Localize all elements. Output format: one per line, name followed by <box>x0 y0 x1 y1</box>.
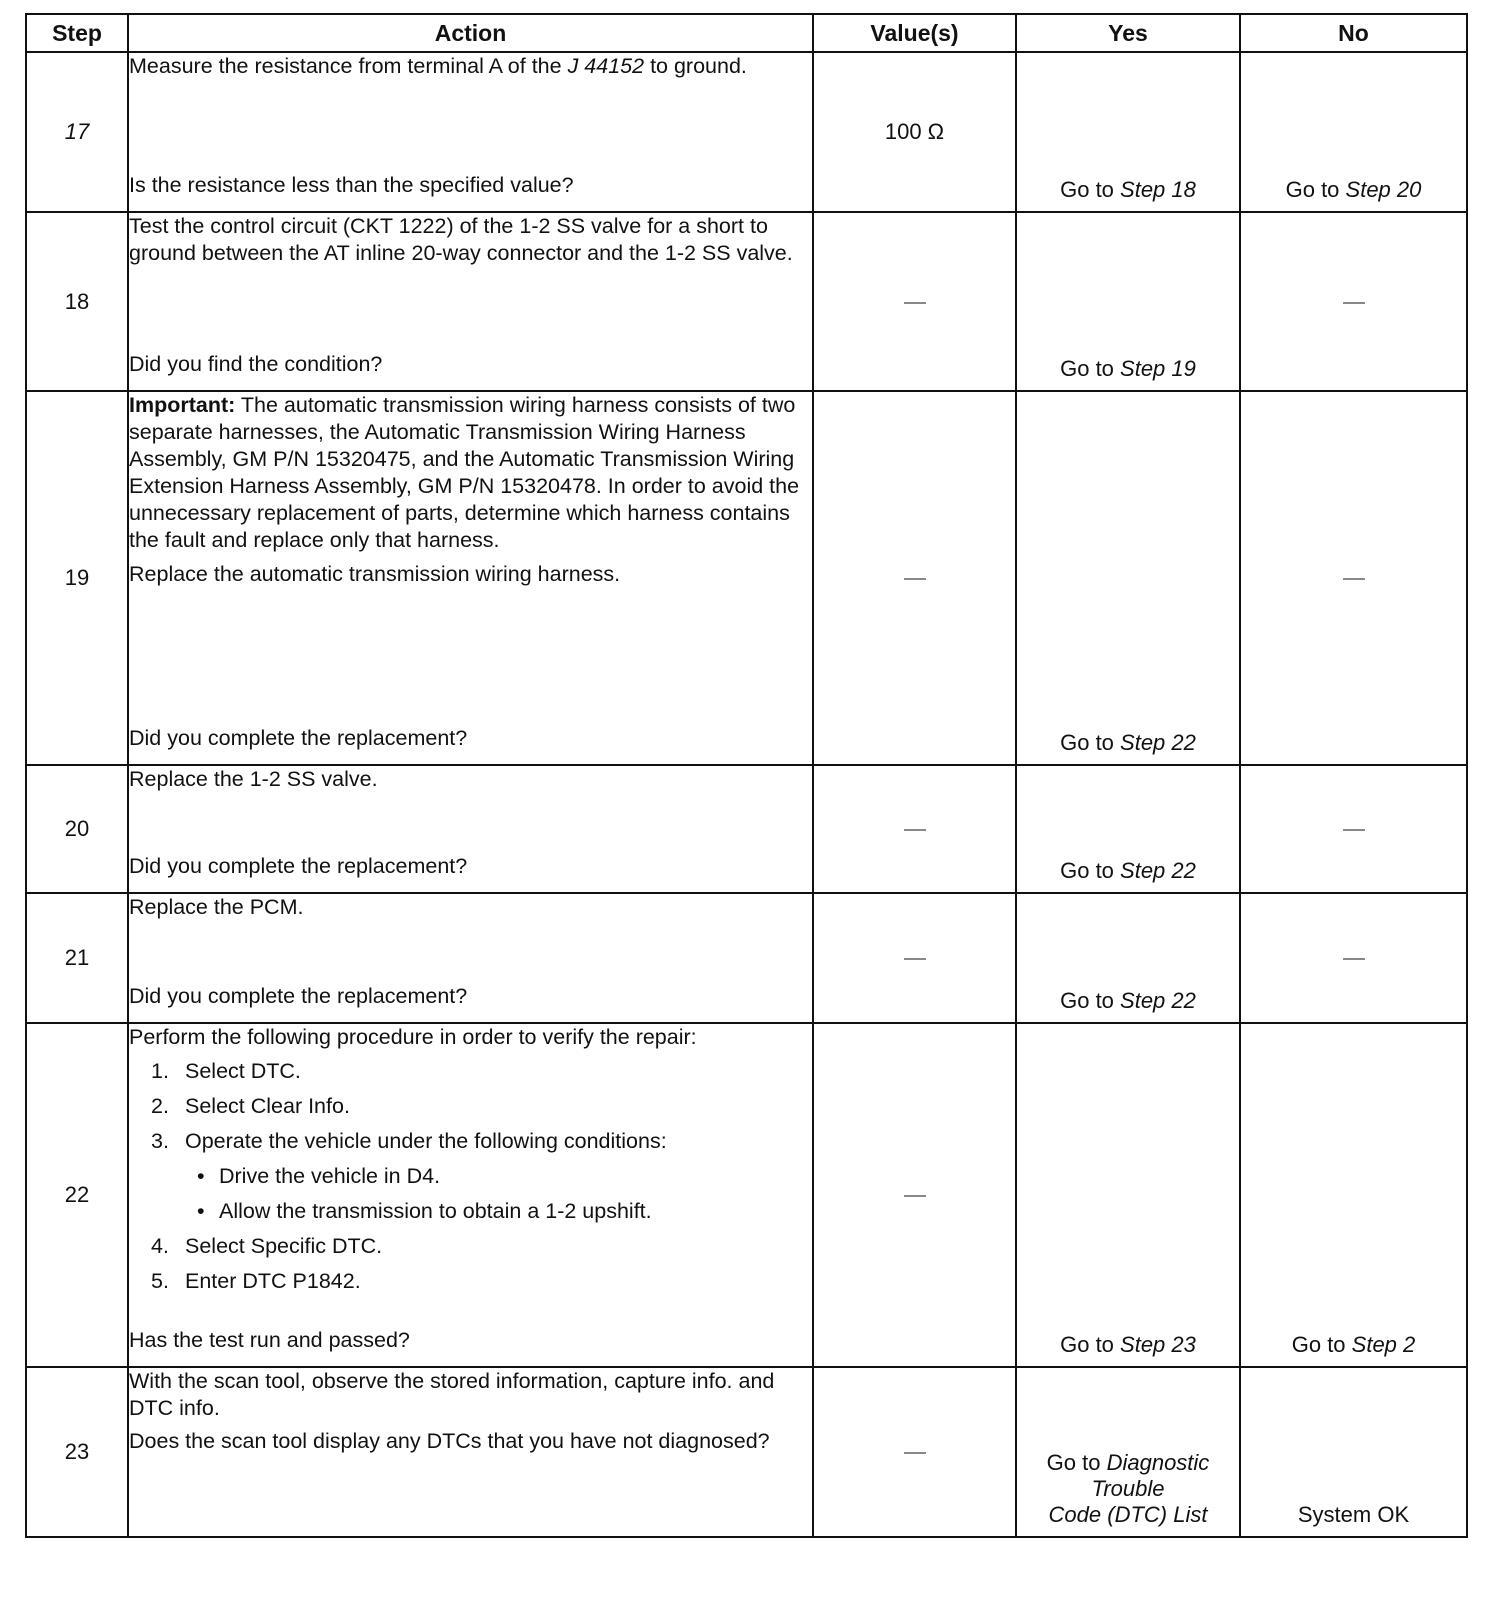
dtc-list-link[interactable]: Trouble <box>1091 1476 1165 1501</box>
step-number: 18 <box>26 212 128 391</box>
action-cell <box>128 212 813 391</box>
action-cell <box>128 52 813 212</box>
question-text: Does the scan tool display any DTCs that you have not diagnosed? <box>129 1429 770 1453</box>
step-link[interactable]: Step 22 <box>1120 988 1196 1013</box>
action-cell <box>128 1367 813 1537</box>
yes-cell: Go to Step 22 <box>1016 893 1240 1023</box>
list-item: 3. Operate the vehicle under the following conditions: <box>151 1129 667 1153</box>
no-cell <box>1240 893 1467 1023</box>
action-cell <box>128 765 813 893</box>
yes-cell: Go to Step 22 <box>1016 391 1240 765</box>
header-no: No <box>1240 14 1467 52</box>
action-cell <box>128 893 813 1023</box>
question-text: Did you complete the replacement? <box>129 984 468 1008</box>
step-link[interactable]: Step 2 <box>1351 1332 1416 1357</box>
dash-mark <box>904 1195 926 1197</box>
no-cell <box>1240 212 1467 391</box>
dash-mark <box>1343 578 1365 580</box>
step-link[interactable]: Step 23 <box>1120 1332 1196 1357</box>
yes-cell: Go to Step 23 <box>1016 1023 1240 1367</box>
list-item: • Drive the vehicle in D4. <box>197 1164 441 1188</box>
no-cell: Go to Step 2 <box>1240 1023 1467 1367</box>
table-row <box>26 765 1467 893</box>
question-text: Did you find the condition? <box>129 352 383 376</box>
value-cell <box>813 1023 1016 1367</box>
question-text: Has the test run and passed? <box>129 1328 410 1352</box>
value-cell <box>813 212 1016 391</box>
value-cell <box>813 1367 1016 1537</box>
dtc-list-link[interactable]: Code (DTC) List <box>1048 1502 1208 1527</box>
step-link[interactable]: Step 19 <box>1120 356 1196 381</box>
no-cell <box>1240 765 1467 893</box>
step-number: 20 <box>26 765 128 893</box>
step-number: 23 <box>26 1367 128 1537</box>
value-cell <box>813 765 1016 893</box>
step-number: 19 <box>26 391 128 765</box>
step-link[interactable]: Step 18 <box>1120 177 1196 202</box>
step-link[interactable]: Step 22 <box>1120 858 1196 883</box>
table-row <box>26 391 1467 765</box>
action-text: Test the control circuit (CKT 1222) of the 1-2 SS valve for a short to ground between the AT inline 20-way connector and the 1-2 SS valve. <box>129 214 793 265</box>
list-item: 5. Enter DTC P1842. <box>151 1269 361 1293</box>
no-cell <box>1240 391 1467 765</box>
question-text: Did you complete the replacement? <box>129 854 468 878</box>
table-header-row <box>26 14 1467 52</box>
action-text: With the scan tool, observe the stored information, capture info. and DTC info. <box>129 1369 775 1420</box>
yes-cell: Go to Step 19 <box>1016 212 1240 391</box>
procedure-list <box>129 1058 812 1303</box>
header-values: Value(s) <box>813 14 1016 52</box>
header-action: Action <box>128 14 813 52</box>
value-cell <box>813 893 1016 1023</box>
dash-mark <box>904 1452 926 1454</box>
value-cell <box>813 391 1016 765</box>
table-row <box>26 893 1467 1023</box>
question-text: Is the resistance less than the specified value? <box>129 173 574 197</box>
yes-cell: Go to Step 22 <box>1016 765 1240 893</box>
action-text: Replace the 1-2 SS valve. <box>129 767 378 791</box>
dash-mark <box>904 829 926 831</box>
step-number: 21 <box>26 893 128 1023</box>
dash-mark <box>904 302 926 304</box>
diagnostic-table <box>25 13 1468 1538</box>
no-cell: System OK <box>1240 1367 1467 1537</box>
table-row <box>26 212 1467 391</box>
value-cell: 100 Ω <box>813 52 1016 212</box>
step-number: 17 <box>26 52 128 212</box>
table-row <box>26 52 1467 212</box>
dash-mark <box>1343 302 1365 304</box>
list-item: • Allow the transmission to obtain a 1-2 upshift. <box>197 1199 652 1223</box>
step-link[interactable]: Step 20 <box>1345 177 1422 202</box>
step-number: 22 <box>26 1023 128 1367</box>
table-row <box>26 1023 1467 1367</box>
action-text: Replace the automatic transmission wiring harness. <box>129 562 621 586</box>
yes-cell: Go to Step 18 <box>1016 52 1240 212</box>
list-item: 1. Select DTC. <box>151 1059 301 1083</box>
dash-mark <box>1343 958 1365 960</box>
action-cell <box>128 391 813 765</box>
header-yes: Yes <box>1016 14 1240 52</box>
step-link[interactable]: Step 22 <box>1120 730 1196 755</box>
table-row <box>26 1367 1467 1537</box>
question-text: Did you complete the replacement? <box>129 726 468 750</box>
action-text: Measure the resistance from terminal A of the J 44152 to ground. <box>129 54 747 78</box>
dtc-list-link[interactable]: Diagnostic <box>1106 1450 1210 1475</box>
action-text: Replace the PCM. <box>129 895 304 919</box>
action-cell <box>128 1023 813 1367</box>
list-item: 4. Select Specific DTC. <box>151 1234 383 1258</box>
yes-cell: Go to Diagnostic Trouble Code (DTC) List <box>1016 1367 1240 1537</box>
dash-mark <box>904 958 926 960</box>
dash-mark <box>904 578 926 580</box>
list-item: 2. Select Clear Info. <box>151 1094 350 1118</box>
no-cell: Go to Step 20 <box>1240 52 1467 212</box>
dash-mark <box>1343 829 1365 831</box>
header-step: Step <box>26 14 128 52</box>
important-note: Important: The automatic transmission wiring harness consists of two separate harnesses, the Automatic Transmission Wiring Harness Assembly, GM P/N 15320475, and the Automatic Transmission Wiring Extension Harness Assembly, GM P/N 15320478. In order to avoid the unnecessary replacement of parts, determine which harness contains the fault and replace only that harness. <box>129 393 800 552</box>
action-text: Perform the following procedure in order to verify the repair: <box>129 1025 697 1049</box>
condition-list <box>129 1163 812 1225</box>
